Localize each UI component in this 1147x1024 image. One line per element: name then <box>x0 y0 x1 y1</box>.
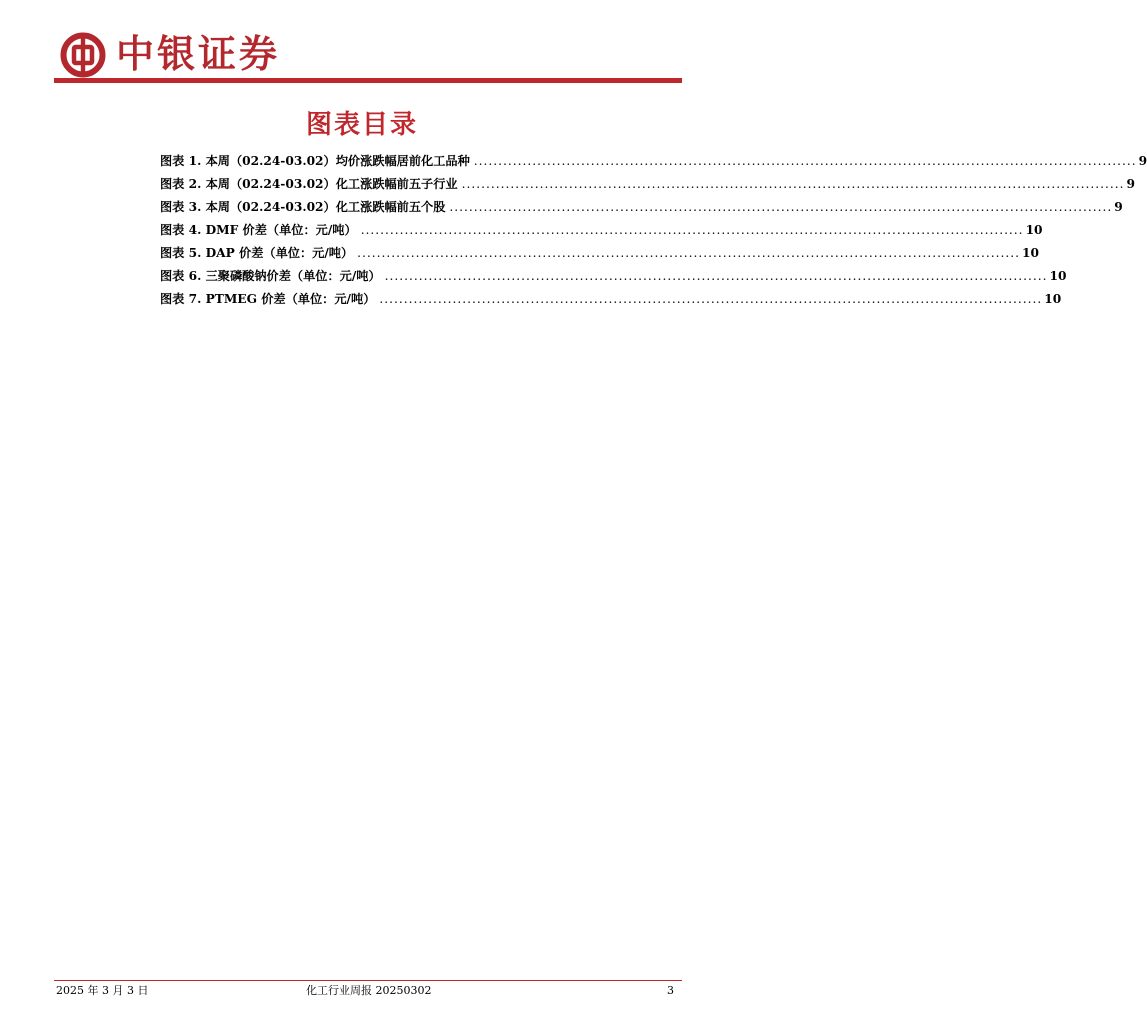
header-divider <box>54 78 682 83</box>
toc-entry-page: 9 <box>1114 200 1123 214</box>
toc-entry-page: 9 <box>1138 154 1147 168</box>
toc-entry-page: 10 <box>1044 292 1062 306</box>
toc-entry-page: 9 <box>1126 177 1135 191</box>
toc-leader-dots: ........................................................................................................................................ <box>357 246 1021 260</box>
toc-entry-page: 10 <box>1025 223 1043 237</box>
toc-title: 图表目录 <box>305 110 418 140</box>
toc-entry-label: 图表 5. DAP 价差（单位：元/吨） <box>160 246 354 260</box>
toc-entry-page: 10 <box>1049 269 1067 283</box>
toc-leader-dots: ........................................................................................................................................ <box>379 292 1043 306</box>
footer-divider <box>54 980 682 981</box>
toc-list <box>160 152 1147 313</box>
toc-entry-label: 图表 2. 本周（02.24-03.02）化工涨跌幅前五子行业 <box>160 177 458 191</box>
footer-report-name: 化工行业周报 20250302 <box>306 984 432 997</box>
footer-date: 2025 年 3 月 3 日 <box>56 984 149 997</box>
toc-entry[interactable] <box>160 152 1147 175</box>
toc-entry[interactable] <box>160 244 1039 267</box>
toc-leader-dots: ........................................................................................................................................ <box>473 154 1137 168</box>
toc-entry[interactable] <box>160 198 1123 221</box>
toc-entry-label: 图表 3. 本周（02.24-03.02）化工涨跌幅前五个股 <box>160 200 446 214</box>
brand-name: 中银证券 <box>116 31 281 76</box>
bank-of-china-logo-icon <box>60 32 106 78</box>
toc-entry-page: 10 <box>1022 246 1039 260</box>
toc-entry-label: 图表 6. 三聚磷酸钠价差（单位：元/吨） <box>160 269 381 283</box>
toc-entry-label: 图表 7. PTMEG 价差（单位：元/吨） <box>160 292 376 306</box>
toc-entry-label: 图表 4. DMF 价差（单位：元/吨） <box>160 223 357 237</box>
toc-entry[interactable] <box>160 290 1062 313</box>
footer-page-number: 3 <box>667 984 674 997</box>
toc-leader-dots: ........................................................................................................................................ <box>384 269 1048 283</box>
toc-entry-label: 图表 1. 本周（02.24-03.02）均价涨跌幅居前化工品种 <box>160 154 470 168</box>
toc-entry[interactable] <box>160 267 1067 290</box>
toc-leader-dots: ........................................................................................................................................ <box>449 200 1113 214</box>
toc-entry[interactable] <box>160 175 1135 198</box>
page-header <box>56 28 682 84</box>
toc-leader-dots: ........................................................................................................................................ <box>461 177 1125 191</box>
toc-entry[interactable] <box>160 221 1043 244</box>
toc-leader-dots: ........................................................................................................................................ <box>360 223 1024 237</box>
